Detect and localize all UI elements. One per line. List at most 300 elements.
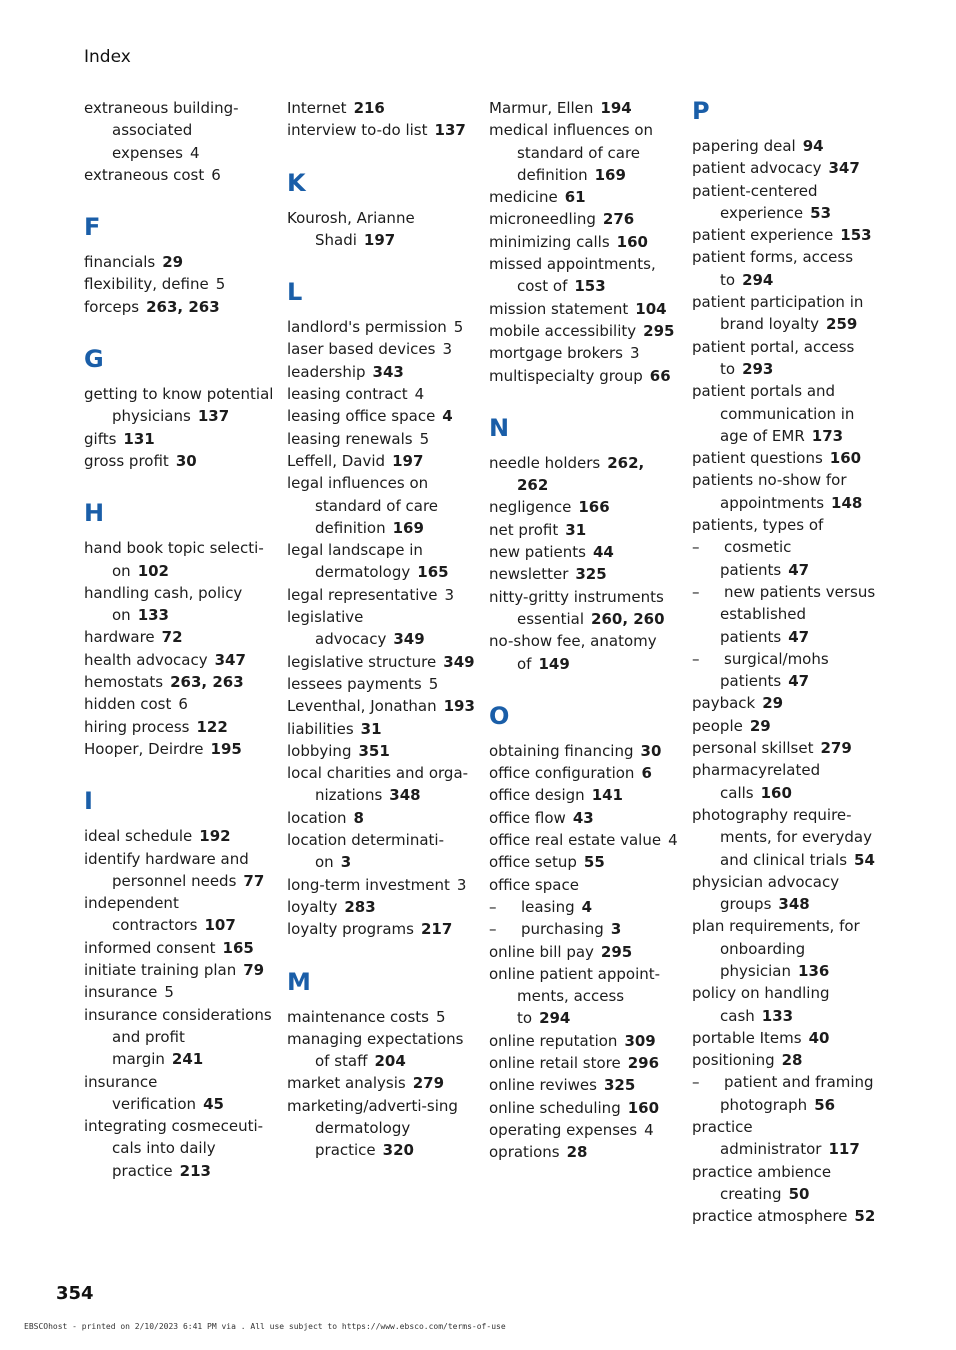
entry-term: patients no-show for appointments xyxy=(692,471,847,512)
page-reference: 217 xyxy=(420,920,453,939)
entry-term: market analysis xyxy=(287,1074,406,1093)
page-reference: 102 xyxy=(137,561,169,580)
page-reference: 153 xyxy=(840,226,872,245)
page-reference: 3 xyxy=(629,344,640,363)
index-entry xyxy=(84,164,274,186)
section-letter: I xyxy=(84,787,93,816)
page-reference: 283 xyxy=(344,897,376,916)
index-entry xyxy=(84,1004,274,1071)
page-reference: 260, 260 xyxy=(591,609,665,628)
page-reference: 279 xyxy=(820,739,852,758)
entry-term: minimizing calls xyxy=(489,232,610,251)
index-entry xyxy=(489,496,679,518)
entry-term: practice administrator xyxy=(692,1118,822,1159)
section-letter: O xyxy=(489,701,510,730)
index-subentry xyxy=(489,918,679,940)
entry-term: leadership xyxy=(287,362,366,381)
index-entry xyxy=(287,316,477,338)
entry-term: online scheduling xyxy=(489,1098,621,1117)
entry-term: online retail store xyxy=(489,1053,621,1072)
index-entry xyxy=(489,365,679,387)
index-entry xyxy=(287,383,477,405)
page-reference: 194 xyxy=(600,99,632,117)
page-reference: 6 xyxy=(211,165,221,184)
index-entry xyxy=(692,804,882,871)
entry-term: Internet xyxy=(287,99,347,117)
index-entry xyxy=(287,606,477,651)
entry-term: integrating cosmeceuti-cals into daily practice xyxy=(84,1117,264,1180)
entry-term: Hooper, Deirdre xyxy=(84,739,204,758)
index-entry xyxy=(692,135,882,157)
entry-term: landlord's permission xyxy=(287,318,447,337)
entry-term: informed consent xyxy=(84,938,216,957)
section-letter: H xyxy=(84,499,105,528)
page-reference: 28 xyxy=(781,1051,803,1070)
page-reference: 148 xyxy=(831,493,863,512)
entry-term: office setup xyxy=(489,853,577,872)
index-entry xyxy=(692,1116,882,1161)
page-reference: 3 xyxy=(444,585,455,604)
page-reference: 29 xyxy=(762,694,784,713)
index-entry xyxy=(84,450,274,472)
index-entry xyxy=(287,1072,477,1094)
entry-term: nitty-gritty instruments essential xyxy=(489,587,664,628)
entry-term: practice ambience creating xyxy=(692,1162,832,1203)
entry-term: oprations xyxy=(489,1143,560,1162)
entry-term: ideal schedule xyxy=(84,827,193,846)
page-reference: 213 xyxy=(179,1161,211,1180)
entry-term: Leffell, David xyxy=(287,451,386,470)
index-entry xyxy=(489,541,679,563)
index-entry xyxy=(692,514,882,536)
index-entry xyxy=(287,405,477,427)
page-reference: 197 xyxy=(392,451,424,470)
index-entry xyxy=(84,1115,274,1182)
index-entry xyxy=(287,119,477,141)
entry-term: extraneous cost xyxy=(84,165,205,184)
index-entry xyxy=(84,626,274,648)
entry-term: legislative advocacy xyxy=(287,608,387,649)
entry-term: patient advocacy xyxy=(692,159,822,178)
index-entry xyxy=(287,651,477,673)
entry-term: obtaining financing xyxy=(489,741,634,760)
entry-term: insurance verification xyxy=(84,1072,197,1113)
index-entry xyxy=(489,807,679,829)
page-reference: 5 xyxy=(453,318,464,337)
entry-term: Kourosh, Arianne Shadi xyxy=(287,208,415,249)
entry-term: handling cash, policy on xyxy=(84,583,243,625)
index-entry xyxy=(489,298,679,320)
entry-term: legal representative xyxy=(287,585,438,604)
index-entry xyxy=(692,1205,882,1227)
index-entry xyxy=(692,380,882,447)
index-entry xyxy=(489,119,679,186)
page-reference: 47 xyxy=(788,627,810,646)
index-entry xyxy=(489,186,679,208)
index-entry xyxy=(489,342,679,364)
entry-term: newsletter xyxy=(489,565,569,584)
index-entry xyxy=(692,871,882,916)
index-entry xyxy=(489,452,679,497)
entry-term: gifts xyxy=(84,429,117,448)
entry-term: multispecialty group xyxy=(489,366,643,385)
entry-term: payback xyxy=(692,694,756,713)
entry-term: forceps xyxy=(84,297,140,316)
entry-term: getting to know potential physicians xyxy=(84,385,274,426)
entry-term: online bill pay xyxy=(489,942,594,961)
page-reference: 325 xyxy=(603,1076,636,1095)
index-entry xyxy=(489,941,679,963)
index-entry xyxy=(84,428,274,450)
entry-term: health advocacy xyxy=(84,650,208,669)
entry-term: patient forms, access to xyxy=(692,248,854,289)
entry-term: patient questions xyxy=(692,449,823,468)
index-entry xyxy=(287,762,477,807)
page-reference: 137 xyxy=(197,407,230,426)
page-reference: 5 xyxy=(215,275,226,294)
entry-term: identify hardware and personnel needs xyxy=(84,849,249,890)
entry-term: pharmacyrelated calls xyxy=(692,761,821,802)
entry-term: purchasing xyxy=(521,920,604,939)
entry-term: local charities and orga-nizations xyxy=(287,764,469,805)
page-reference: 351 xyxy=(358,741,390,760)
index-entry xyxy=(287,829,477,874)
entry-term: loyalty programs xyxy=(287,920,414,939)
entry-term: online reviwes xyxy=(489,1076,597,1095)
page-reference: 4 xyxy=(442,407,453,426)
index-subentry xyxy=(692,536,882,581)
page-reference: 279 xyxy=(412,1074,445,1093)
entry-term: patient portals and communication in age of EMR xyxy=(692,382,855,445)
entry-term: legal influences on standard of care definition xyxy=(287,474,439,537)
page-reference: 4 xyxy=(581,897,593,916)
index-entry xyxy=(84,383,274,428)
index-entry xyxy=(489,1141,679,1163)
page-reference: 348 xyxy=(778,895,810,914)
entry-term: extraneous building-associated expenses xyxy=(84,99,239,162)
entry-term: interview to-do list xyxy=(287,121,428,140)
entry-term: office flow xyxy=(489,808,566,827)
index-entry xyxy=(489,253,679,298)
page-reference: 153 xyxy=(574,277,606,296)
page-reference: 137 xyxy=(434,121,466,140)
index-entry xyxy=(84,738,274,760)
page-reference: 169 xyxy=(594,165,626,184)
entry-term: microneedling xyxy=(489,210,596,229)
page-reference: 166 xyxy=(578,498,610,517)
entry-term: patient and framing photograph xyxy=(720,1073,874,1114)
entry-term: mobile accessibility xyxy=(489,321,637,340)
index-entry xyxy=(489,851,679,873)
index-subentry xyxy=(489,896,679,918)
page-reference: 52 xyxy=(854,1207,876,1226)
entry-term: leasing xyxy=(521,897,575,916)
entry-term: portable Items xyxy=(692,1028,802,1047)
entry-term: negligence xyxy=(489,498,572,517)
entry-term: office configuration xyxy=(489,764,635,783)
page-reference: 104 xyxy=(635,299,667,318)
page-reference: 131 xyxy=(123,429,155,448)
entry-term: plan requirements, for onboarding physician xyxy=(692,917,860,980)
index-entry xyxy=(84,273,274,295)
index-entry xyxy=(692,1049,882,1071)
page-reference: 4 xyxy=(668,831,678,850)
entry-term: hand book topic selecti-on xyxy=(84,539,264,580)
entry-term: lessees payments xyxy=(287,674,422,693)
page-reference: 6 xyxy=(641,764,652,783)
page-reference: 72 xyxy=(161,628,183,647)
index-entry xyxy=(287,539,477,584)
entry-term: hemostats xyxy=(84,673,164,692)
index-entry xyxy=(287,695,477,717)
page-reference: 43 xyxy=(572,808,594,827)
entry-term: policy on handling cash xyxy=(692,984,830,1025)
index-subentry xyxy=(692,648,882,693)
entry-term: online patient appoint-ments, access to xyxy=(489,964,661,1028)
page-reference: 4 xyxy=(414,385,425,404)
entry-term: positioning xyxy=(692,1051,775,1070)
page-reference: 54 xyxy=(854,850,875,869)
section-letter: K xyxy=(287,168,306,197)
entry-term: surgical/mohs patients xyxy=(720,649,829,691)
index-column-4 xyxy=(692,97,882,1228)
index-entry xyxy=(489,1074,679,1096)
entry-term: new patients versus established patients xyxy=(720,582,876,646)
index-entry xyxy=(84,848,274,893)
entry-term: financials xyxy=(84,253,156,272)
index-entry xyxy=(287,428,477,450)
index-entry xyxy=(287,1028,477,1073)
page-number: 354 xyxy=(56,1283,94,1304)
entry-term: location xyxy=(287,808,347,827)
page-reference: 61 xyxy=(564,188,586,207)
page-reference: 160 xyxy=(760,783,792,802)
index-entry xyxy=(84,959,274,981)
index-entry xyxy=(489,963,679,1030)
index-entry xyxy=(489,519,679,541)
page-reference: 5 xyxy=(419,429,430,448)
index-entry xyxy=(489,97,679,119)
entry-term: hiring process xyxy=(84,717,190,736)
page-reference: 40 xyxy=(808,1028,830,1047)
index-entry xyxy=(84,97,274,164)
page-reference: 55 xyxy=(583,853,605,872)
page-reference: 343 xyxy=(372,362,404,381)
entry-term: cosmetic patients xyxy=(720,538,792,579)
index-entry xyxy=(84,582,274,627)
entry-term: office space xyxy=(489,875,579,894)
page-reference: 136 xyxy=(798,961,830,980)
page-reference: 47 xyxy=(788,672,810,691)
page-reference: 197 xyxy=(363,230,396,249)
entry-term: leasing office space xyxy=(287,407,436,426)
entry-term: hidden cost xyxy=(84,695,172,714)
page-reference: 3 xyxy=(442,340,453,359)
page-reference: 347 xyxy=(828,159,860,178)
entry-term: laser based devices xyxy=(287,340,436,359)
page-reference: 293 xyxy=(742,359,774,378)
page-reference: 94 xyxy=(802,137,824,155)
entry-term: lobbying xyxy=(287,741,352,760)
entry-term: mission statement xyxy=(489,299,629,318)
page-reference: 31 xyxy=(565,520,587,539)
page-reference: 5 xyxy=(435,1007,446,1026)
index-entry xyxy=(692,447,882,469)
entry-term: independent contractors xyxy=(84,894,198,935)
page-reference: 28 xyxy=(566,1143,588,1162)
entry-term: managing expectations of staff xyxy=(287,1029,464,1071)
entry-term: personal skillset xyxy=(692,739,814,758)
index-entry xyxy=(84,693,274,715)
entry-term: marketing/adverti-sing dermatology practice xyxy=(287,1096,458,1160)
page-reference: 30 xyxy=(640,741,662,760)
entry-term: location determinati-on xyxy=(287,831,444,872)
section-letter: N xyxy=(489,413,510,442)
page-reference: 263, 263 xyxy=(146,297,220,316)
entry-term: no-show fee, anatomy of xyxy=(489,632,657,673)
page-reference: 133 xyxy=(761,1006,794,1025)
page-reference: 325 xyxy=(575,565,607,584)
index-entry xyxy=(489,231,679,253)
page-reference: 262, 262 xyxy=(517,453,645,495)
index-entry xyxy=(692,1161,882,1206)
index-entry xyxy=(287,338,477,360)
page-reference: 5 xyxy=(428,674,439,693)
page-reference: 45 xyxy=(203,1094,224,1113)
page-reference: 3 xyxy=(340,853,352,872)
page-reference: 160 xyxy=(616,232,648,251)
index-entry xyxy=(692,157,882,179)
index-entry xyxy=(489,874,679,896)
entry-term: patient participation in brand loyalty xyxy=(692,293,864,334)
index-entry xyxy=(489,208,679,230)
page-reference: 295 xyxy=(600,942,633,961)
section-letter: M xyxy=(287,967,311,996)
page-reference: 169 xyxy=(392,518,424,537)
page-reference: 3 xyxy=(456,875,467,894)
index-entry xyxy=(84,649,274,671)
index-entry xyxy=(287,740,477,762)
index-entry xyxy=(84,716,274,738)
entry-term: people xyxy=(692,716,743,735)
index-entry xyxy=(287,673,477,695)
index-entry xyxy=(84,537,274,582)
index-entry xyxy=(489,1097,679,1119)
entry-term: medicine xyxy=(489,188,558,207)
page-reference: 241 xyxy=(171,1050,204,1069)
index-entry xyxy=(84,825,274,847)
page-reference: 349 xyxy=(443,652,475,671)
page-reference: 216 xyxy=(353,99,385,117)
index-entry xyxy=(489,1030,679,1052)
index-entry xyxy=(84,251,274,273)
index-entry xyxy=(287,1006,477,1028)
page-reference: 348 xyxy=(389,786,421,805)
entry-term: Marmur, Ellen xyxy=(489,99,594,117)
page-reference: 294 xyxy=(742,270,774,289)
page-reference: 66 xyxy=(649,366,671,385)
index-entry xyxy=(489,630,679,675)
index-entry xyxy=(692,180,882,225)
index-entry xyxy=(287,450,477,472)
entry-term: office real estate value xyxy=(489,831,662,850)
page-reference: 263, 263 xyxy=(170,673,244,692)
index-entry xyxy=(287,896,477,918)
page-reference: 30 xyxy=(175,451,197,470)
index-column-1 xyxy=(84,97,274,1182)
page-reference: 347 xyxy=(214,650,246,669)
entry-term: medical influences on standard of care definition xyxy=(489,121,654,184)
page-reference: 5 xyxy=(164,983,174,1002)
page-reference: 192 xyxy=(199,827,231,846)
entry-term: online reputation xyxy=(489,1031,618,1050)
index-entry xyxy=(489,784,679,806)
index-entry xyxy=(489,1052,679,1074)
index-entry xyxy=(692,737,882,759)
index-entry xyxy=(489,320,679,342)
index-entry xyxy=(287,472,477,539)
entry-term: flexibility, define xyxy=(84,275,209,294)
section-letter: L xyxy=(287,278,303,307)
index-entry xyxy=(287,874,477,896)
page-reference: 47 xyxy=(788,560,810,579)
page-reference: 122 xyxy=(196,717,228,736)
entry-term: leasing renewals xyxy=(287,429,413,448)
entry-term: office design xyxy=(489,786,585,805)
index-subentry xyxy=(692,581,882,648)
entry-term: papering deal xyxy=(692,137,796,155)
entry-term: maintenance costs xyxy=(287,1007,429,1026)
page-reference: 193 xyxy=(443,697,475,716)
entry-term: liabilities xyxy=(287,719,354,738)
entry-term: practice atmosphere xyxy=(692,1207,848,1226)
page-reference: 133 xyxy=(137,606,169,625)
page-reference: 79 xyxy=(243,961,265,980)
entry-term: patient experience xyxy=(692,226,834,245)
entry-term: mortgage brokers xyxy=(489,344,623,363)
index-entry xyxy=(287,1095,477,1162)
page-reference: 53 xyxy=(810,203,832,222)
page-reference: 8 xyxy=(353,808,364,827)
page-reference: 4 xyxy=(644,1120,654,1139)
index-entry xyxy=(287,918,477,940)
index-entry xyxy=(287,807,477,829)
entry-term: patients, types of xyxy=(692,516,824,535)
entry-term: Leventhal, Jonathan xyxy=(287,697,437,716)
entry-term: operating expenses xyxy=(489,1120,638,1139)
page-reference: 29 xyxy=(162,253,184,272)
page-reference: 160 xyxy=(627,1098,660,1117)
entry-term: gross profit xyxy=(84,451,169,470)
page-reference: 4 xyxy=(189,143,200,162)
section-letter: G xyxy=(84,345,104,374)
page-reference: 295 xyxy=(643,321,675,340)
page-reference: 320 xyxy=(382,1141,414,1160)
page-reference: 204 xyxy=(374,1052,406,1071)
footer-note: EBSCOhost - printed on 2/10/2023 6:41 PM via . All use subject to https://www.ebsco.com/terms-of-use xyxy=(24,1322,506,1331)
page-reference: 141 xyxy=(591,786,623,805)
index-entry xyxy=(692,224,882,246)
index-entry xyxy=(692,1027,882,1049)
page-reference: 259 xyxy=(826,315,858,334)
index-entry xyxy=(692,982,882,1027)
index-entry xyxy=(489,740,679,762)
entry-term: net profit xyxy=(489,520,559,539)
section-letter: P xyxy=(692,97,710,125)
page-reference: 6 xyxy=(178,695,188,714)
entry-term: leasing contract xyxy=(287,385,408,404)
page-reference: 160 xyxy=(829,449,862,468)
